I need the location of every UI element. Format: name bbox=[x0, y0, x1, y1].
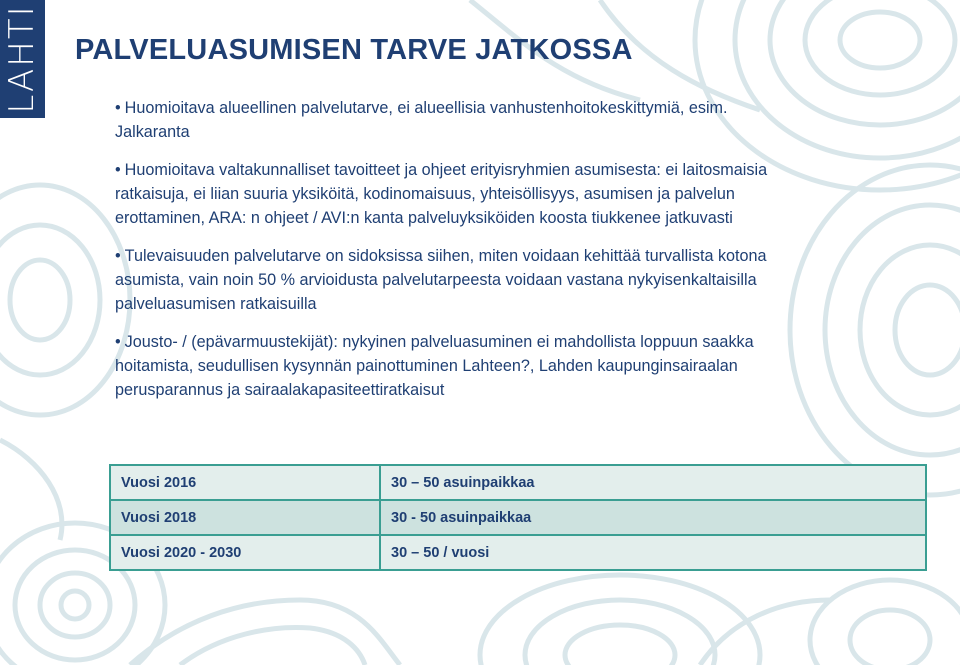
table-row bbox=[110, 465, 926, 500]
bullet-marker: • bbox=[115, 333, 121, 351]
bullet-marker: • bbox=[115, 161, 121, 179]
year-cell: Vuosi 2016 bbox=[110, 465, 380, 500]
bullet-item bbox=[115, 158, 805, 230]
bullet-marker: • bbox=[115, 99, 121, 117]
value-cell: 30 – 50 / vuosi bbox=[380, 535, 926, 570]
bullet-list bbox=[115, 96, 805, 416]
year-cell: Vuosi 2020 - 2030 bbox=[110, 535, 380, 570]
bullet-item bbox=[115, 330, 805, 402]
bullet-text: Huomioitava valtakunnalliset tavoitteet ja ohjeet erityisryhmien asumisesta: ei laitosmaisia ratkaisuja, ei liian suuria yksiköitä, kodinomaisuus, yhteisöllisyys, asumisen ja palvelun erottaminen, ARA: n ohjeet / AVI:n kanta palveluyksiköiden koosta tiukkenee jatkuvasti bbox=[115, 161, 768, 227]
table-row bbox=[110, 535, 926, 570]
bullet-marker: • bbox=[115, 247, 121, 265]
capacity-table bbox=[109, 464, 927, 571]
year-cell: Vuosi 2018 bbox=[110, 500, 380, 535]
logo-text: LAHTI bbox=[2, 4, 42, 114]
bullet-text: Jousto- / (epävarmuustekijät): nykyinen palveluasuminen ei mahdollista loppuun saakka hoitamista, seudullisen kysynnän painottuminen Lahteen?, Lahden kaupunginsairaalan perusparannus ja sairaalakapasiteettiratkaisut bbox=[115, 333, 754, 399]
lahti-logo bbox=[0, 0, 45, 118]
bullet-text: Huomioitava alueellinen palvelutarve, ei alueellisia vanhustenhoitokeskittymiä, esim. Jalkaranta bbox=[115, 99, 728, 141]
table-row bbox=[110, 500, 926, 535]
bullet-text: Tulevaisuuden palvelutarve on sidoksissa siihen, miten voidaan kehittää turvallista kotona asumista, vain noin 50 % arvioidusta palvelutarpeesta voidaan vastana nykyisenkaltaisilla palveluasumisen ratkaisuilla bbox=[115, 247, 767, 313]
value-cell: 30 – 50 asuinpaikkaa bbox=[380, 465, 926, 500]
slide-title: PALVELUASUMISEN TARVE JATKOSSA bbox=[75, 34, 633, 66]
bullet-item bbox=[115, 96, 805, 144]
bullet-item bbox=[115, 244, 805, 316]
value-cell: 30 - 50 asuinpaikkaa bbox=[380, 500, 926, 535]
